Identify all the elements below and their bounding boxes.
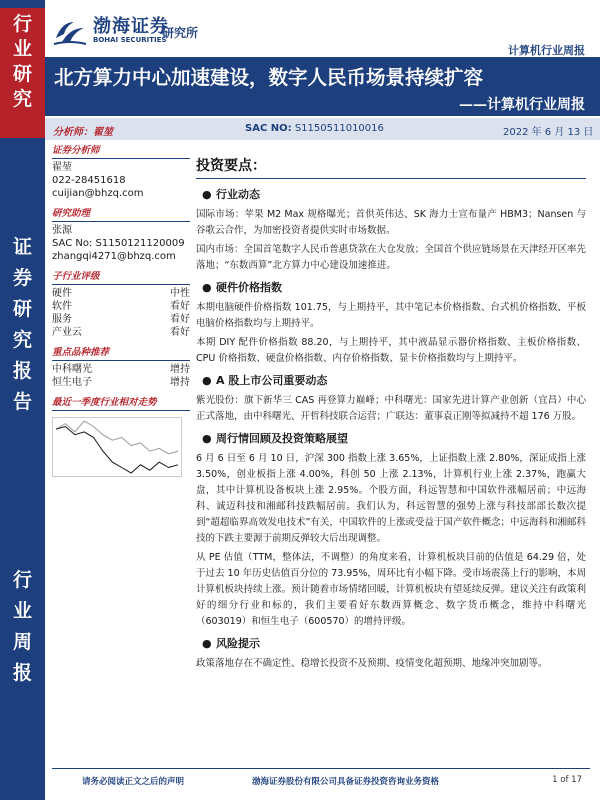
stock-rating: 增持 [170, 364, 190, 375]
section-title: A 股上市公司重要动态 [216, 374, 328, 387]
assistant-sac: SAC No: S1150121120009 [52, 238, 185, 249]
section-hardware-index [202, 280, 586, 296]
assistant-email[interactable]: zhangqi4271@bhzq.com [52, 251, 176, 262]
rating-value: 看好 [170, 327, 190, 338]
analyst-name: 翟堃 [93, 127, 113, 138]
band-char: 研 [12, 63, 32, 85]
left-sidebar [52, 144, 190, 481]
paragraph: 紫光股份：旗下新华三 CAS 再登算力巅峰；中科曙光：国家先进计算产业创新（宜昌）中心正式落地，由中科曙光、开哲科技联合运营；广联达：董事袁正刚等拟减持不超 176 万股。 [196, 395, 586, 422]
bullet-icon: ● [202, 281, 212, 294]
section-risk [202, 636, 586, 652]
rating-name: 硬件 [52, 288, 72, 299]
section-title: 硬件价格指数 [216, 281, 282, 294]
analyst-name: 翟堃 [52, 162, 72, 173]
rating-value: 看好 [170, 314, 190, 325]
stock-row [52, 376, 190, 389]
research-institute: 研究所 [162, 26, 199, 40]
rating-value: 中性 [170, 288, 190, 299]
bullet-icon: ● [202, 637, 212, 650]
paragraph: 政策落地存在不确定性、稳增长投资不及预期、疫情变化超预期、地缘冲突加剧等。 [196, 658, 548, 669]
section-weekly-review [202, 431, 586, 447]
page-number: 1 of 17 [552, 775, 582, 785]
footer-disclaimer: 请务必阅读正文之后的声明 [82, 777, 185, 787]
band-char: 业 [12, 600, 32, 622]
rating-row [52, 326, 190, 339]
band-label-weekly [0, 565, 45, 689]
chart-heading: 最近一季度行业相对走势 [52, 396, 190, 411]
stock-name: 恒生电子 [52, 377, 92, 388]
chart-frame [53, 418, 182, 477]
paragraph: 本期电脑硬件价格指数 101.75，与上期持平，其中笔记本价格指数、台式机价格指数、平板电脑价格指数均与上期持平。 [196, 302, 586, 329]
rating-name: 服务 [52, 314, 72, 325]
paragraph: 本期 DIY 配件价格指数 88.20，与上期持平，其中液晶显示器价格指数、主板价格指数、CPU 价格指数、硬盘价格指数、内存价格指数、显卡价格指数均与上期持平。 [196, 337, 586, 364]
section-company-news [202, 373, 586, 389]
left-band [0, 0, 45, 800]
band-char: 业 [12, 38, 32, 60]
sac-number [245, 123, 384, 134]
analyst-phone: 022-28451618 [52, 175, 126, 186]
section-title: 周行情回顾及投资策略展望 [216, 432, 348, 445]
key-points-heading: 投资要点： [196, 158, 586, 179]
document-type: 计算机行业周报 [508, 44, 585, 57]
bullet-icon: ● [202, 374, 212, 387]
relative-trend-chart [52, 417, 182, 477]
band-label-securities-report [0, 232, 45, 418]
paragraph: 从 PE 估值（TTM，整体法，不调整）的角度来看，计算机板块目前的估值是 64.29 倍，处于过去 10 年历史估值百分位的 73.95%，周环比有小幅下降。受市场震荡上行的影响，本周计算机板块持续上涨。预计随着市场情绪回暖，计算机板块有望延续反弹。建议关注有政策利好的细分行业和标的，我们主要看好东数西算概念、数字货币概念，维持中科曙光（603019）和恒生电子（600570）的增持评级。 [196, 552, 586, 627]
stock-list [52, 363, 190, 389]
stock-row [52, 363, 190, 376]
report-subtitle: ——计算机行业周报 [459, 97, 585, 113]
band-char: 研 [12, 298, 32, 320]
analyst-label: 分析师： [53, 127, 93, 138]
meta-bar [45, 118, 600, 140]
rating-value: 看好 [170, 301, 190, 312]
trend-series-line-2 [56, 427, 178, 474]
rating-row [52, 287, 190, 300]
brand-name: 渤海证券 [93, 16, 169, 37]
band-label-industry-research [0, 8, 45, 138]
band-char: 究 [12, 329, 32, 351]
rating-row [52, 300, 190, 313]
band-char: 究 [12, 88, 32, 110]
paragraph: 国内市场：全国首笔数字人民币普惠贷款在大仓发放；全国首个供应链场景在天津经开区率先落地；“东数西算”北方算力中心建设加速推进。 [196, 244, 586, 271]
stock-rating: 增持 [170, 377, 190, 388]
assistant-heading: 研究助理 [52, 207, 190, 222]
paragraph: 6 月 6 日至 6 月 10 日，沪深 300 指数上涨 3.65%，上证指数上涨 2.80%，深证成指上涨 3.50%，创业板指上涨 4.00%，科创 50 上涨 2.13%，计算机行业上涨 2.37%，跑赢大盘，其中计算机设备板块上涨 2.95%。个股方面，科远智慧和中国软件涨幅居前；中远海科、诚迈科技和湘邮科技跌幅居前。我们认为，科远智慧的强势上涨与科技部部长数次提到“超超临界高效发电技术”有关，中国软件的上涨或受益于国产软件概念；中远海科和湘邮科技的下跌主要源于前期反弹较大后出现调整。 [196, 453, 586, 544]
assistant-name: 张源 [52, 225, 72, 236]
band-char: 行 [12, 569, 32, 591]
analyst-email[interactable]: cuijian@bhzq.com [52, 188, 144, 199]
sac-value: S1150511010016 [294, 123, 384, 134]
report-title: 北方算力中心加速建设，数字人民币场景持续扩容 [54, 66, 484, 89]
stocks-heading: 重点品种推荐 [52, 346, 190, 361]
main-content [196, 158, 586, 675]
page-footer [52, 768, 590, 787]
band-char: 行 [12, 13, 32, 35]
bohai-logo-icon [52, 16, 88, 48]
band-char: 证 [12, 236, 32, 258]
trend-series-line-1 [56, 421, 178, 454]
section-industry-news [202, 187, 586, 203]
bullet-icon: ● [202, 188, 212, 201]
band-char: 报 [12, 360, 32, 382]
sac-label: SAC NO: [245, 123, 292, 134]
rating-name: 产业云 [52, 327, 82, 338]
footer-company: 渤海证券股份有限公司具备证券投资咨询业务资格 [252, 777, 440, 787]
report-date: 2022 年 6 月 13 日 [503, 127, 594, 138]
band-char: 券 [12, 267, 32, 289]
brand-name-en: BOHAI SECURITIES [93, 36, 167, 44]
section-title: 风险提示 [216, 637, 260, 650]
band-char: 告 [12, 391, 32, 413]
analyst-line [53, 123, 113, 138]
rating-row [52, 313, 190, 326]
section-title: 行业动态 [216, 188, 260, 201]
bullet-icon: ● [202, 432, 212, 445]
analyst-heading: 证券分析师 [52, 144, 190, 159]
paragraph: 国际市场：苹果 M2 Max 规格曝光；首供英伟达、SK 海力士宣布量产 HBM3；Nansen 与谷歌云合作，为加密投资者提供实时市场数据。 [196, 209, 586, 236]
ratings-heading: 子行业评级 [52, 270, 190, 285]
ratings-list [52, 287, 190, 339]
rating-name: 软件 [52, 301, 72, 312]
stock-name: 中科曙光 [52, 364, 92, 375]
band-char: 周 [12, 631, 32, 653]
band-char: 报 [12, 662, 32, 684]
